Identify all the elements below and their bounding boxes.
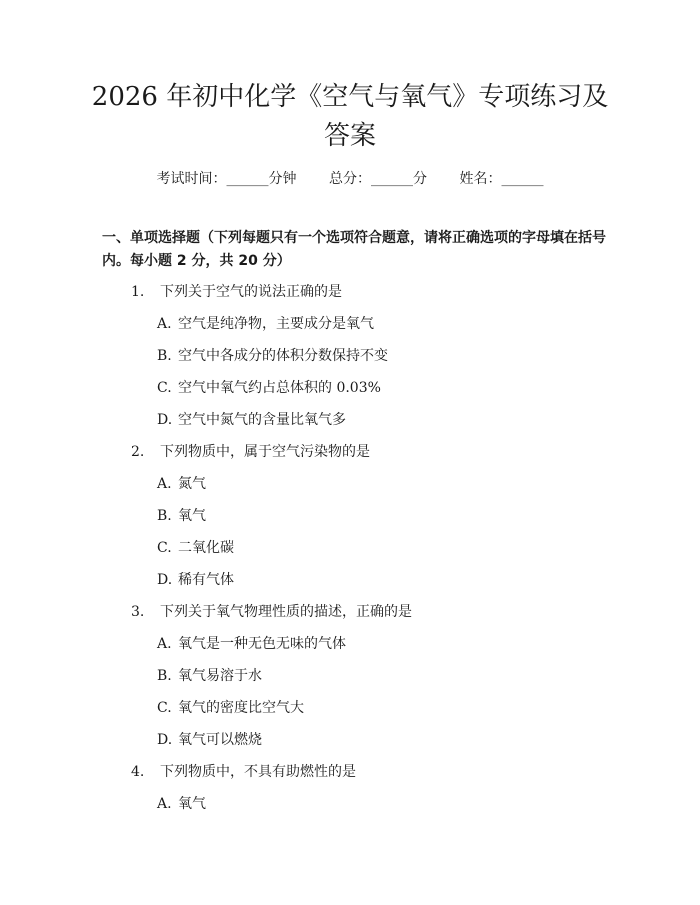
question-stem: 下列物质中，不具有助燃性的是 (160, 764, 356, 780)
section-heading: 一、单项选择题（下列每题只有一个选项符合题意，请将正确选项的字母填在括号内。每小题 2 分，共 20 分） (102, 230, 606, 269)
option-letter: C. (157, 700, 172, 716)
option-letter: A. (157, 636, 172, 652)
question-1 (131, 281, 342, 301)
question-2 (131, 441, 370, 461)
option-letter: C. (157, 540, 172, 556)
question-number: 3. (131, 604, 145, 620)
question-4 (131, 761, 356, 781)
option-2a (157, 473, 206, 493)
option-text: 空气是纯净物，主要成分是氧气 (178, 316, 374, 332)
option-1a (157, 313, 374, 333)
page-title: 2026 年初中化学《空气与氧气》专项练习及答案 (91, 82, 609, 151)
option-3b (157, 665, 262, 685)
option-1d (157, 409, 346, 429)
question-stem: 下列关于氧气物理性质的描述，正确的是 (160, 604, 412, 620)
option-letter: B. (157, 668, 172, 684)
option-text: 空气中各成分的体积分数保持不变 (178, 348, 388, 364)
question-number: 4. (131, 764, 145, 780)
option-letter: A. (157, 316, 172, 332)
option-letter: A. (157, 476, 172, 492)
option-text: 氧气的密度比空气大 (178, 700, 304, 716)
option-letter: A. (157, 796, 172, 812)
exam-time: 考试时间：______分钟 (156, 171, 297, 187)
option-text: 氧气易溶于水 (178, 668, 262, 684)
option-1c (157, 377, 381, 397)
option-text: 氧气可以燃烧 (178, 732, 262, 748)
option-2c (157, 537, 234, 557)
total-score: 总分：______分 (329, 171, 427, 187)
exam-info (0, 168, 700, 188)
option-2d (157, 569, 234, 589)
question-stem: 下列关于空气的说法正确的是 (160, 284, 342, 300)
option-letter: B. (157, 508, 172, 524)
option-text: 二氧化碳 (178, 540, 234, 556)
option-letter: D. (157, 572, 173, 588)
option-2b (157, 505, 206, 525)
option-text: 稀有气体 (178, 572, 234, 588)
question-number: 2. (131, 444, 145, 460)
question-stem: 下列物质中，属于空气污染物的是 (160, 444, 370, 460)
option-letter: B. (157, 348, 172, 364)
option-text: 氧气是一种无色无味的气体 (178, 636, 346, 652)
student-name: 姓名：______ (459, 171, 544, 187)
option-3c (157, 697, 304, 717)
option-letter: C. (157, 380, 172, 396)
option-3d (157, 729, 262, 749)
option-text: 空气中氮气的含量比氧气多 (178, 412, 346, 428)
option-1b (157, 345, 388, 365)
option-3a (157, 633, 346, 653)
option-4a (157, 793, 206, 813)
option-letter: D. (157, 732, 173, 748)
option-text: 氮气 (178, 476, 206, 492)
option-text: 空气中氧气约占总体积的 0.03% (178, 380, 381, 396)
option-text: 氧气 (178, 508, 206, 524)
question-number: 1. (131, 284, 145, 300)
option-text: 氧气 (178, 796, 206, 812)
option-letter: D. (157, 412, 173, 428)
question-3 (131, 601, 412, 621)
